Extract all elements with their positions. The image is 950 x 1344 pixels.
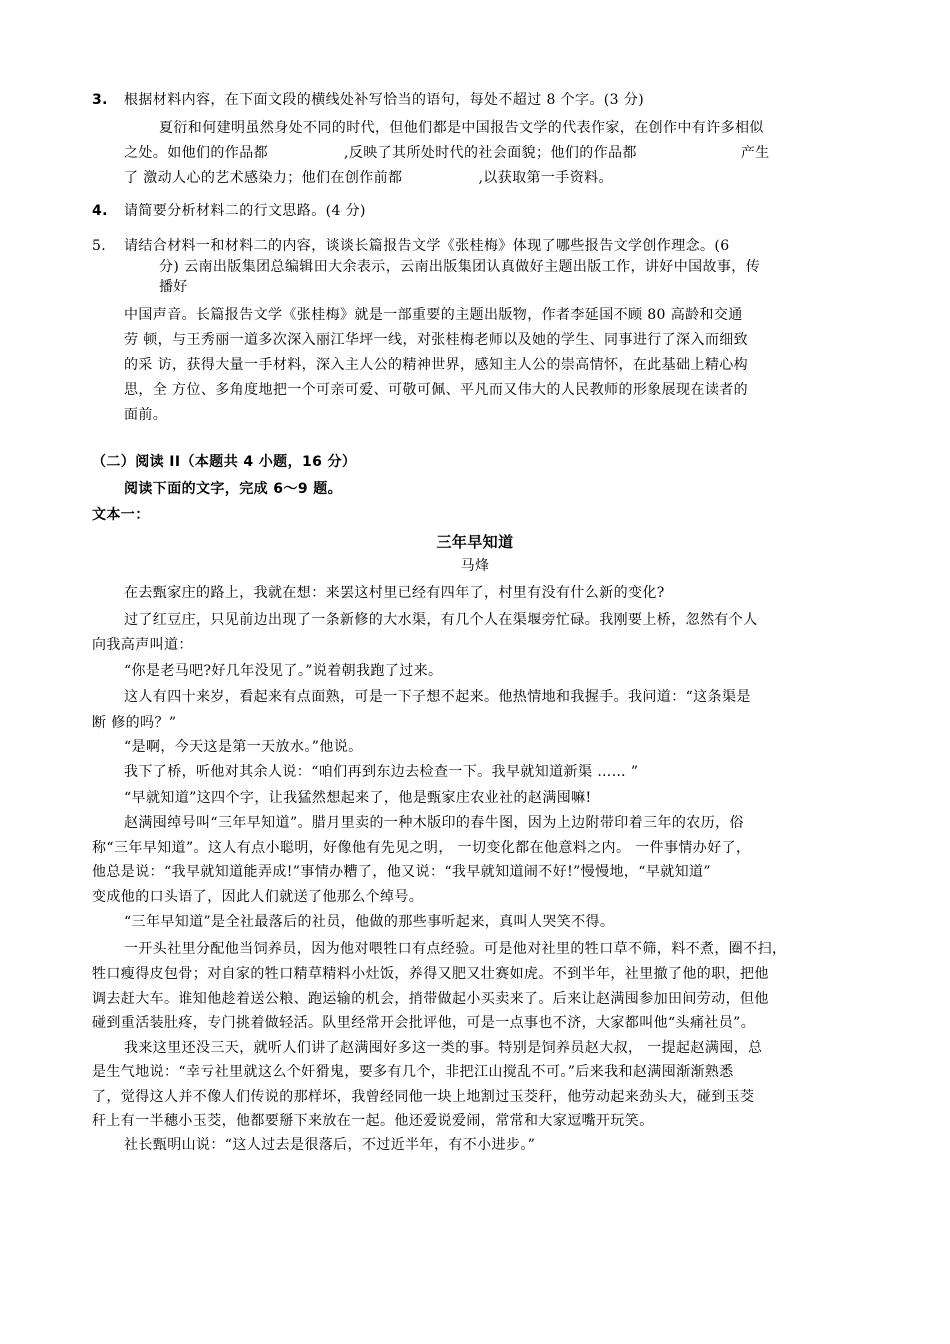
question-3-stem: 根据材料内容，在下面文段的横线处补写恰当的语句，每处不超过 8 个字。(3 分) (124, 92, 645, 108)
question-5-number: 5. (92, 238, 107, 254)
story-line: 他总是说：“我早就知道能弄成!”事情办糟了，他又说：“我早就知道闹不好!”慢慢地，“早就知道” (92, 864, 711, 880)
story-author: 马烽 (460, 558, 490, 574)
passage-line: 劳 顿，与王秀丽一道多次深入丽江华坪一线，对张桂梅老师以及她的学生、同事进行了深入而细致 (124, 332, 749, 348)
story-line: 调去赶大车。谁知他趁着送公粮、跑运输的机会，捎带做起小买卖来了。后来让赵满囤参加田间劳动，但他 (92, 991, 769, 1007)
question-4-number: 4. (92, 203, 108, 219)
passage-text: 了 激动人心的艺术感染力；他们在创作前都 (124, 170, 403, 186)
passage-line: 思，全 方位、多角度地把一个可亲可爱、可敬可佩、平凡而又伟大的人民教师的形象展现在读者的 (124, 382, 749, 398)
text-label: 文本一： (92, 507, 150, 523)
story-line: 向我高声叫道： (92, 637, 193, 653)
story-line: 变成他的口头语了，因此人们就送了他那么个绰号。 (92, 889, 424, 905)
story-line: 牲口瘦得皮包骨；对自家的牲口精草精料小灶饭，养得又肥又壮赛如虎。不到半年，社里撤了他的职，把他 (92, 966, 769, 982)
story-line: 碰到重活装肚疼，专门挑着做轻活。队里经常开会批评他，可是一点事也不济，大家都叫他“头痛社员”。 (92, 1015, 756, 1031)
story-line: 这人有四十来岁，看起来有点面熟，可是一下子想不起来。他热情地和我握手。我问道：“这条渠是 (124, 689, 751, 705)
question-3-number: 3. (92, 92, 108, 108)
passage-text: 产生 (740, 145, 770, 161)
story-line: 断 修的吗？” (92, 715, 177, 731)
story-line: 我来这里还没三天，就听人们讲了赵满囤好多这一类的事。特别是饲养员赵大叔， 一提起赵满囤，总 (124, 1040, 763, 1056)
question-3-passage-line-3 (124, 168, 613, 188)
question-5 (92, 236, 730, 256)
story-line: 过了红豆庄，只见前边出现了一条新修的大水渠，有几个人在渠堰旁忙碌。我刚要上桥，忽然有个人 (124, 612, 758, 628)
question-4-stem: 请简要分析材料二的行文思路。(4 分) (124, 203, 366, 219)
question-5-stem: 请结合材料一和材料二的内容，谈谈长篇报告文学《张桂梅》体现了哪些报告文学创作理念。(6 (124, 238, 730, 254)
story-line: 在去甄家庄的路上，我就在想：来罢这村里已经有四年了，村里有没有什么新的变化? (124, 585, 665, 601)
passage-text: ,反映了其所处时代的社会面貌；他们的作品都 (344, 145, 637, 161)
story-line: “是啊，今天这是第一天放水。”他说。 (124, 739, 363, 755)
story-line: “你是老马吧?好几年没见了。”说着朝我跑了过来。 (124, 663, 443, 679)
story-line: 了，觉得这人并不像人们传说的那样坏，我曾经同他一块上地割过玉茭秆，他劳动起来劲头大，碰到玉茭 (92, 1089, 755, 1105)
story-title: 三年早知道 (436, 533, 514, 551)
story-line: 秆上有一半穗小玉茭，他都要掰下来放在一起。他还爱说爱闹，常常和大家逗嘴开玩笑。 (92, 1113, 654, 1129)
question-3-passage-line-1: 夏衍和何建明虽然身处不同的时代，但他们都是中国报告文学的代表作家，在创作中有许多相似 (159, 120, 764, 136)
section-heading: （二）阅读 II（本题共 4 小题，16 分） (92, 454, 357, 470)
question-3-passage-line-2 (124, 143, 770, 163)
question-3 (92, 90, 644, 110)
story-line: 称“三年早知道”。这人有点小聪明，好像他有先见之明， 一切变化都在他意料之内。 一件事情办好了， (92, 840, 751, 856)
passage-text: 之处。如他们的作品都 (124, 145, 268, 161)
story-line: 我下了桥，听他对其余人说：“咱们再到东边去检查一下。我早就知道新渠 …… ” (124, 764, 639, 780)
story-line: “三年早知道”是全社最落后的社员，他做的那些事听起来，真叫人哭笑不得。 (124, 914, 615, 930)
story-line: 一开头社里分配他当饲养员，因为他对喂牲口有点经验。可是他对社里的牲口草不筛，料不煮，圈不扫， (124, 941, 787, 957)
story-line: 是生气地说：“幸亏社里就这么个奸猾鬼，要多有几个，非把江山搅乱不可。”后来我和赵满囤渐渐熟悉 (92, 1064, 734, 1080)
question-4 (92, 201, 366, 221)
passage-text: ,以获取第一手资料。 (478, 170, 613, 186)
passage-line: 面前。 (124, 407, 168, 423)
passage-line: 中国声音。长篇报告文学《张桂梅》就是一部重要的主题出版物，作者李延国不顾 80 高龄和交通 (124, 307, 743, 323)
story-line: 赵满囤绰号叫“三年早知道”。腊月里卖的一种木版印的春牛图，因为上边附带印着三年的农历，俗 (124, 815, 744, 831)
passage-line: 的采 访，获得大量一手材料，深入主人公的精神世界，感知主人公的崇高情怀，在此基础上精心构 (124, 357, 749, 373)
story-line: 社长甄明山说：“这人过去是很落后，不过近半年，有不小进步。” (124, 1137, 536, 1153)
story-line: “早就知道”这四个字，让我猛然想起来了，他是甄家庄农业社的赵满囤嘛! (124, 790, 592, 806)
question-5-line-2: 分) 云南出版集团总编辑田大余表示，云南出版集团认真做好主题出版工作，讲好中国故事，传 (159, 259, 761, 275)
question-5-line-3: 播好 (159, 279, 188, 295)
section-instruction: 阅读下面的文字，完成 6～9 题。 (124, 481, 343, 497)
